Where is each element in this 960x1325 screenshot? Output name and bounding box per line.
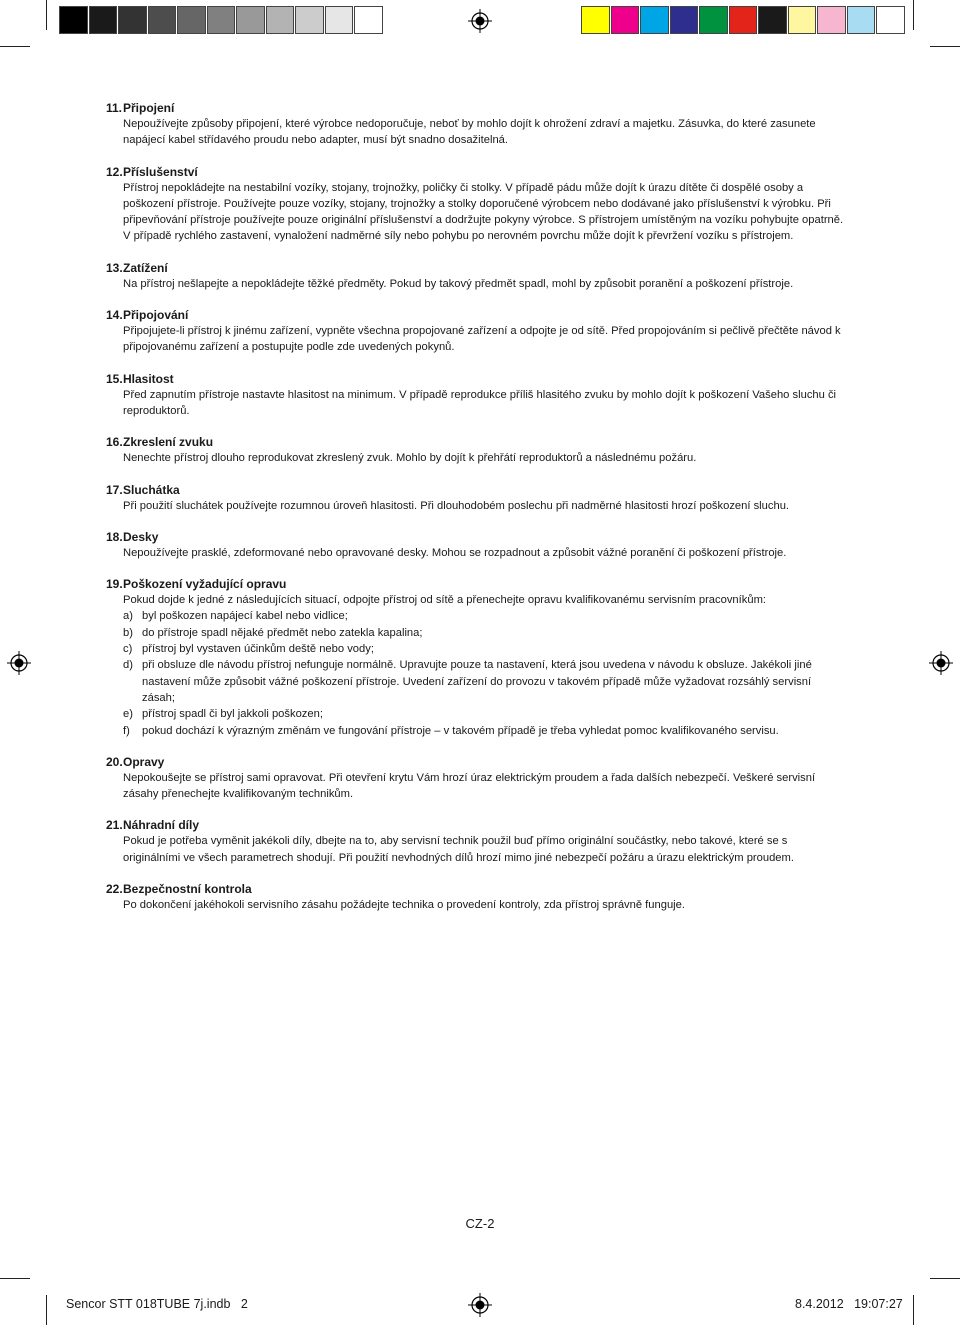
section [106,881,846,913]
section [106,529,846,561]
list-item-text: do přístroje spadl nějaké předmět nebo zatekla kapalina; [142,626,423,639]
list-item-text: pokud dochází k výrazným změnám ve fungování přístroje – v takovém případě je třeba vyhledat pomoc kvalifikovaného servisu. [142,724,779,737]
section-number: 19. [106,577,123,592]
color-swatch [640,6,669,34]
section-body: Připojujete-li přístroj k jinému zařízení, vypněte všechna propojované zařízení a odpojte je od sítě. Před propojováním si pečlivě přečtěte návod k připojovanému zařízení a postupujte podle zde uvedených pokynů. [123,325,841,354]
section [106,817,846,866]
list-item [123,608,846,624]
list-item [123,723,846,739]
section-heading: Zkreslení zvuku [123,435,214,450]
page-number: CZ-2 [465,1216,495,1231]
list-item [123,657,846,706]
condition-list [123,608,846,738]
list-item-letter: c) [123,643,133,656]
gray-swatch [177,6,206,34]
section-heading: Sluchátka [123,482,180,497]
section-number: 13. [106,260,123,275]
section [106,260,846,292]
section [106,576,846,739]
section-heading: Poškození vyžadující opravu [123,577,287,592]
section-number: 15. [106,371,123,386]
gray-swatch [354,6,383,34]
section-heading: Zatížení [123,260,168,275]
section [106,164,846,245]
crop-mark-bottom-left-h [0,1278,30,1279]
color-swatch [847,6,876,34]
list-item-letter: b) [123,626,133,639]
registration-mark-icon [929,651,953,675]
list-item-text: přístroj byl vystaven účinkům deště nebo vody; [142,643,374,656]
color-swatch [729,6,758,34]
section-heading: Připojování [123,308,189,323]
section-number: 21. [106,818,123,833]
crop-mark-top-left-h [0,46,30,47]
section-title [106,434,846,450]
color-swatch [758,6,787,34]
color-swatch [581,6,610,34]
list-item-text: přístroj spadl či byl jakkoli poškozen; [142,708,323,721]
section-heading: Bezpečnostní kontrola [123,882,252,897]
list-item-text: byl poškozen napájecí kabel nebo vidlice; [142,610,348,623]
section [106,307,846,356]
section-title [106,576,846,592]
section-body: Při použití sluchátek používejte rozumnou úroveň hlasitosti. Při dlouhodobém poslechu při nadměrné hlasitosti hrozí poškození sluchu. [123,499,790,512]
gray-swatch [89,6,118,34]
color-swatch [817,6,846,34]
section-body: Nenechte přístroj dlouho reprodukovat zkreslený zvuk. Mohlo by dojít k přehřátí reproduktorů a následnému požáru. [123,452,697,465]
gray-swatch [148,6,177,34]
section-body: Na přístroj nešlapejte a nepokládejte těžké předměty. Pokud by takový předmět spadl, mohl by způsobit poranění a poškození přístroje. [123,277,794,290]
color-swatch [788,6,817,34]
section [106,371,846,420]
list-item-letter: e) [123,708,133,721]
section-number: 12. [106,164,123,179]
section-body: Před zapnutím přístroje nastavte hlasitost na minimum. V případě reprodukce příliš hlasitého zvuku by mohlo dojít k poškození Vašeho sluchu či reproduktorů. [123,388,837,417]
list-item-letter: a) [123,610,133,623]
section [106,100,846,149]
section-title [106,754,846,770]
section-number: 11. [106,101,123,115]
section [106,434,846,466]
section-heading: Opravy [123,754,165,769]
color-swatch [876,6,905,34]
section-number: 16. [106,435,123,450]
section-heading: Desky [123,529,159,544]
crop-mark-bottom-right-v [913,1295,914,1325]
list-item [123,641,846,657]
section-body: Pokud je potřeba vyměnit jakékoli díly, dbejte na to, aby servisní technik použil buď přímo originální součástky, nebo takové, které se s originálními ve všech parametrech shodují. Při použití nevhodných dílů hrozí mimo jiné nebezpečí požáru a úrazu elektrickým proudem. [123,835,794,864]
section-number: 17. [106,482,123,497]
registration-mark-icon [468,9,492,33]
section-number: 20. [106,754,123,769]
crop-mark-top-right-v [913,0,914,30]
section-title [106,307,846,323]
gray-swatch [266,6,295,34]
section-heading: Náhradní díly [123,818,200,833]
section-body: Nepoužívejte způsoby připojení, které výrobce nedoporučuje, neboť by mohlo dojít k ohrožení zdraví a majetku. Zásuvka, do které zasunete napájecí kabel střídavého proudu nebo adapter, musí být snadno dosažitelná. [123,118,816,147]
section-body: Přístroj nepokládejte na nestabilní vozíky, stojany, trojnožky, poličky či stolky. V případě pádu může dojít k úrazu dítěte či dospělé osoby a poškození přístroje. Používejte pouze vozíky, stojany, trojnožky a stolky doporučené výrobcem nebo dodávané jako příslušenství k výrobku. Při připevňování přístroje používejte pouze originální příslušenství a dodržujte pokyny výrobce. S přístrojem umístěným na vozíku pohybujte opatrně. V případě rychlého zastavení, vynaložení nadměrné síly nebo pohybu po nerovném povrchu může dojít k převržení vozíku s přístrojem. [123,181,844,243]
safety-instructions [106,100,846,928]
gray-swatch [207,6,236,34]
crop-mark-top-left-v [46,0,47,30]
crop-mark-bottom-right-h [930,1278,960,1279]
color-calibration-strip [581,6,906,36]
gray-swatch [236,6,265,34]
section-heading: Hlasitost [123,371,174,386]
registration-mark-icon [7,651,31,675]
section-number: 14. [106,308,123,323]
gray-calibration-strip [59,6,384,36]
section-number: 22. [106,882,123,897]
crop-mark-bottom-left-v [46,1295,47,1325]
list-item-letter: f) [123,724,130,737]
gray-swatch [295,6,324,34]
section-title [106,817,846,833]
section-title [106,371,846,387]
color-swatch [699,6,728,34]
gray-swatch [59,6,88,34]
color-swatch [611,6,640,34]
section-body: Po dokončení jakéhokoli servisního zásahu požádejte technika o provedení kontroly, zda přístroj správně funguje. [123,899,685,912]
section-body: Nepoužívejte prasklé, zdeformované nebo opravované desky. Mohou se rozpadnout a způsobit vážné poranění či poškození přístroje. [123,546,787,559]
section-title [106,482,846,498]
section-title [106,881,846,897]
list-item [123,625,846,641]
section-body: Pokud dojde k jedné z následujících situací, odpojte přístroj od sítě a přenechejte opravu kvalifikovanému servisním pracovníkům: [123,594,767,607]
registration-mark-icon [468,1293,492,1317]
section [106,754,846,803]
list-item [123,706,846,722]
color-swatch [670,6,699,34]
section-title [106,260,846,276]
section-body: Nepokoušejte se přístroj sami opravovat. Při otevření krytu Vám hrozí úraz elektrickým proudem a řada dalších nebezpečí. Veškeré servisní zásahy přenechejte kvalifikovaným technikům. [123,771,816,801]
footer-timestamp: 8.4.2012 19:07:27 [795,1297,903,1311]
crop-mark-top-right-h [930,46,960,47]
section-title [106,100,846,116]
section [106,482,846,514]
gray-swatch [325,6,354,34]
section-heading: Příslušenství [123,164,198,179]
section-heading: Připojení [123,101,175,115]
section-title [106,164,846,180]
list-item-letter: d) [123,659,133,672]
section-number: 18. [106,529,123,544]
footer-filename: Sencor STT 018TUBE 7j.indb 2 [66,1297,248,1311]
section-title [106,529,846,545]
list-item-text: při obsluze dle návodu přístroj nefunguje normálně. Upravujte pouze ta nastavení, která jsou uvedena v návodu k obsluze. Jakékoli jiné nastavení může způsobit vážné poškození přístroje. Uvedení zařízení do provozu v takovém případě může vyžadovat rozsáhlý servisní zásah; [142,659,812,704]
gray-swatch [118,6,147,34]
